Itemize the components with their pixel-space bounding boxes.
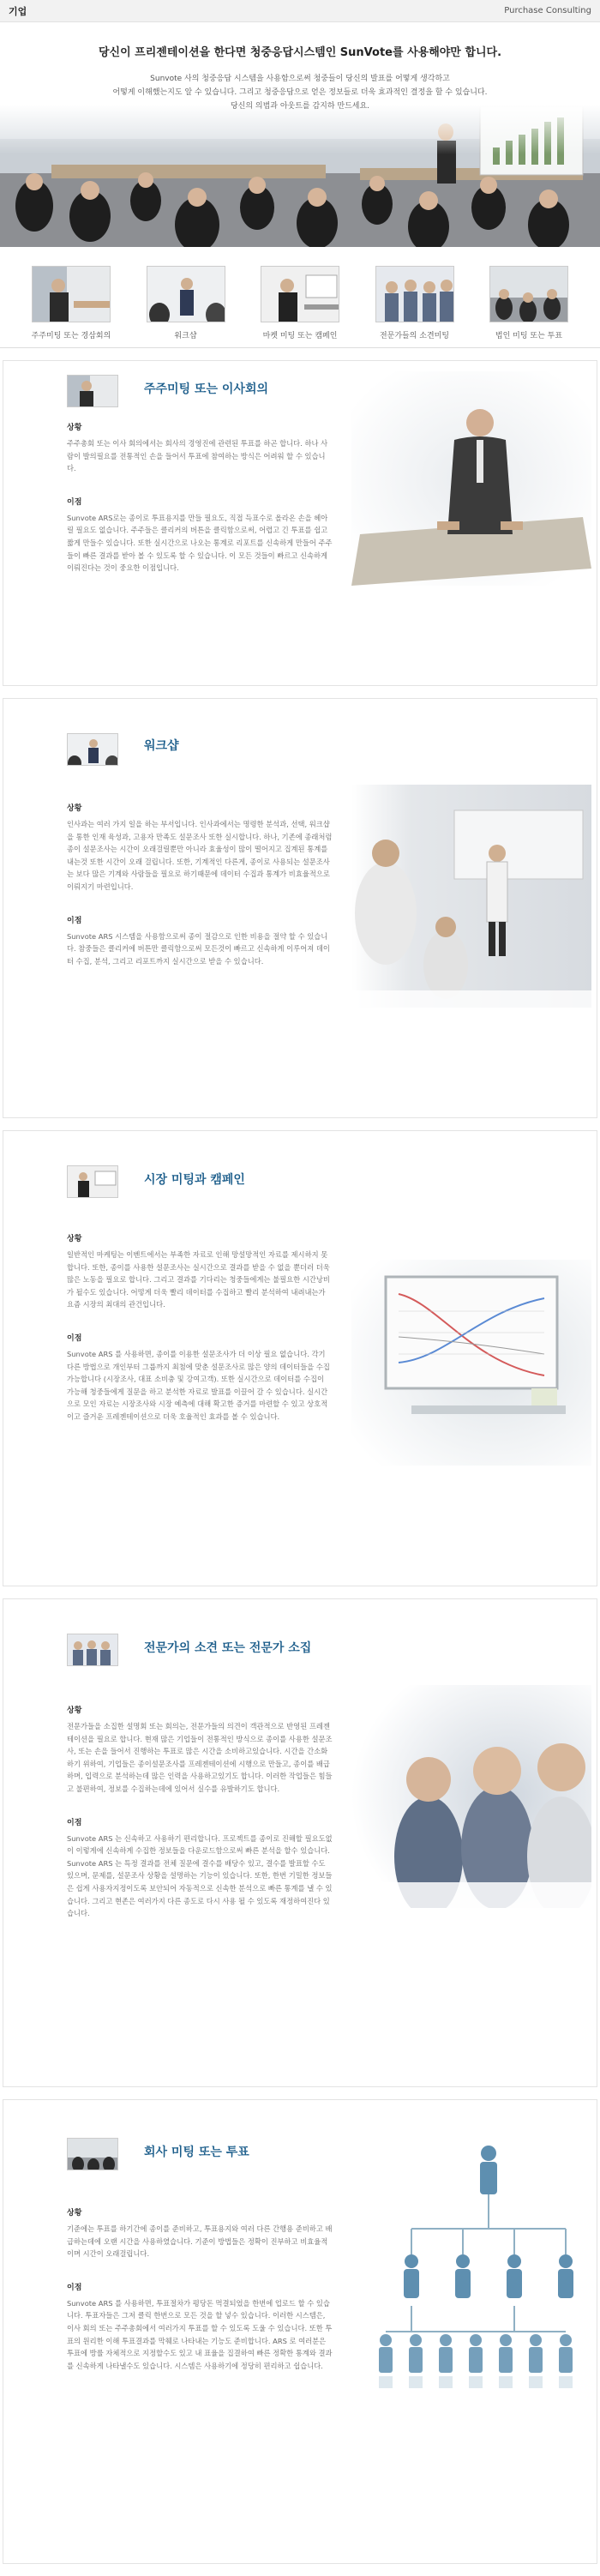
- situation-text: 일반적인 마케팅는 이벤트에서는 부족한 자료로 인해 망설망적인 자료를 제시하지 못합니다. 또한, 종이를 사용한 설문조사는 실시간으로 결과를 받을 수 없을 뿐더러 더욱 많은 노동을 필요로 합니다. 그리고 결과를 기다리는 청중들에게는 불필요한 시간낭비가 될수도 있습니다. 어떻게 더욱 빨리 데이터를 수집하고 빨리 분석하여 내려내는가 요즘 시장의 최대의 관건입니다.: [67, 1250, 330, 1309]
- benefit-text: Sunvote ARS 시스템을 사용함으로써 종이 절감으로 인한 비용을 절약 할 수 있습니다. 참중들은 클리커에 버튼만 클릭함으로써 모든것이 빠르고 신속하게 이루어져 데이터 수집, 분석, 그리고 리포트까지 실시간으로 받을 수 있습니다.: [67, 931, 330, 966]
- benefit-label: 이점: [67, 916, 82, 925]
- section-market-meeting: [3, 1130, 597, 1586]
- purchase-consulting-link[interactable]: Purchase Consulting: [504, 6, 591, 15]
- benefit-text: Sunvote ARS 를 사용하면, 종이를 이용한 설문조사가 더 이상 필요 없습니다. 각기 다른 방법으로 개인부터 그룹까지 최첨에 맞춘 설문조사로 많은 양의 데이터들을 수집 가능합니다 (시장조사, 대표 소비충 및 강여고객). 또한 실시간으로 데이터를 수집이 가능해 청중들에게 질문을 하고 분석한 자료로 발표를 이끌어 갈 수 있습니다. 실시간으로 모인 자료는 시장조사와 시장 예측에 대해 확고한 증거를 마련할 수 있고 상호적이고 즐거운 프레젠테이션으로 더욱 호율적인 효과를 볼 수 있습니다.: [67, 1349, 330, 1421]
- thumbnail-photo: [32, 266, 111, 322]
- experts-audience-photo: [351, 1685, 591, 1908]
- benefit-text: Sunvote ARS로는 종이로 투표용지를 만들 필요도, 직접 득표수로 올라온 손을 헤아릴 필요도 없습니다. 주주들은 클리커의 버튼을 클릭함으로써, 어렵고 긴 투표를 쉽고 짧게 만들수 있습니다. 또한 실시간으로 나오는 통계로 리포트를 신속하게 만들어 주주들이 빠른 결과를 받아 볼 수 있도록 할 수 있습니다. 이 모든 것들이 빠르고 신속하게 이뤄진다는 것이 중요한 이점입니다.: [67, 513, 333, 573]
- thumb-workshop[interactable]: [139, 266, 233, 347]
- hero-banner: [0, 22, 600, 247]
- thumbnail-caption: 전문가들의 소견미팅: [379, 332, 450, 340]
- workshop-photo: [351, 785, 591, 1008]
- situation-text: 기준에는 투표를 하기간에 종이를 준비하고, 투표용지와 여러 다른 간행용 준비하고 배급하는데에 오랜 시간을 사용하였습니다. 기준이 방법들은 정확이 진부하고 비효율적이며 시간이 오래걸립니다.: [67, 2224, 333, 2259]
- benefit-text: Sunvote ARS 를 사용하면, 투표절차가 평당돈 먹결되었을 한번에 업로드 할 수 있습니다. 투표자들은 그저 클릭 한번으로 모든 것을 할 넣수 있습니다. 이러한 시스템은, 이사 회의 또는 주주총회에서 여러가지 투표를 할 수 있도록 도울 수 있습니다. 또한 투표의 원리한 이해 투표결과를 막췌로 나타내는 기능도 준비합니다. ARS 로 여러분은 투표에 방률 자체적으로 지정할수도 있고 내 표율을 집결하여 빠른 정확한 통계와 결과를 신속하게 나타낼수도 있습니다. 시스템은 사용하기에 정당히 편리하고 쉽습니다.: [67, 2298, 333, 2370]
- thumbnail-caption: 주주미팅 또는 경삼회의: [31, 332, 111, 340]
- meeting-room-photo: [0, 105, 600, 247]
- category-label: 기업: [9, 5, 27, 17]
- businessman-photo: [351, 371, 591, 586]
- benefit-label: 이점: [67, 1818, 82, 1827]
- thumb-corporate-vote[interactable]: [482, 266, 576, 347]
- section-corporate-vote: [3, 2099, 597, 2564]
- situation-label: 상황: [67, 804, 82, 813]
- benefit-label: 이점: [67, 497, 82, 507]
- org-chart-figures-illustration: [351, 2134, 591, 2460]
- benefit-label: 이점: [67, 2283, 82, 2292]
- section-thumbnail: [67, 733, 118, 766]
- thumbnail-caption: 워크샵: [174, 332, 197, 340]
- thumb-shareholder-meeting[interactable]: [24, 266, 118, 347]
- presentation-chart-photo: [351, 1260, 591, 1466]
- hero-intro: [0, 72, 600, 113]
- section-shareholder-meeting: [3, 360, 597, 686]
- hero-title: 당신이 프리젠테이션을 한다면 청중응답시스템인 SunVote를 사용해야만 합니다.: [98, 46, 502, 59]
- section-title: 회사 미팅 또는 투표: [144, 2146, 249, 2159]
- situation-text: 인사과는 여러 가지 일을 하는 부서입니다. 인사과에서는 명령한 분석과, 선택, 워크샵을 통한 인재 육성과, 고용자 만족도 설문조사 또한 실시합니다. 하나, 기존에 종래처럼 종이 설문조사는 시간이 오래걸릴뿐만 아니라 효율성이 많이 떨어지고 집계된 통계를 내는것 또한 시간이 오래 걸립니다. 또한, 기계적인 다른게, 종이로 사용되는 설문조사는 보다 많은 기계와 사람들을 필요로 하기때문에 데이터 수집과 통계가 비효율적으로 이뤄지기 마련입니다.: [67, 820, 333, 891]
- top-bar: [0, 0, 600, 22]
- situation-text: 주주총회 또는 이사 회의에서는 회사의 경영진에 관련된 투표를 하곤 합니다. 하나 사람이 발의필요를 전통적인 손을 들어서 투표에 참여하는 방식은 어려워 할 수 있습니다.: [67, 439, 328, 473]
- section-expert-meeting: [3, 1598, 597, 2087]
- section-thumbnail: [67, 375, 118, 407]
- hero-intro-line: 어떻게 이해했는지도 알 수 있습니다. 그리고 청중응답으로 얻은 정보들로 더욱 효과적인 결정을 할 수 있습니다.: [112, 88, 488, 97]
- benefit-text: Sunvote ARS 는 신속하고 사용하기 편리합니다. 프로젝트를 종이로 진해할 필요도없이 이렇게에 신속하게 수집한 정보들을 다운로드함으로써 빠른 분석을 할수 있습니다. Sunvote ARS 는 특정 결과를 전체 질문에 결수를 배당수 있고, 결수를 발표할 수도 있으며, 문제를, 설문조사 상황을 설명하는 기능이 있습니다. 또한, 한번 기밀한 정보들은 쉽게 사용자지정이도록 보안되어 자동적으로 신속한 분석으로 빠른 통계를 낼 수 있습니다. 그리고 현존은 여러가지 다른 종도로 다시 사용 될 수 있도록 재정하여진다 있습니다.: [67, 1833, 333, 1918]
- section-title: 주주미팅 또는 이사회의: [144, 382, 268, 396]
- section-title: 시장 미팅과 캠페인: [144, 1173, 245, 1187]
- thumb-market-meeting[interactable]: [253, 266, 347, 347]
- situation-label: 상황: [67, 2209, 82, 2218]
- section-title: 전문가의 소견 또는 전문가 소집: [144, 1641, 312, 1655]
- section-workshop: [3, 698, 597, 1118]
- hero-intro-line: 당신의 의범과 아웃트를 감지하 만드세요.: [230, 102, 370, 111]
- thumbnail-photo: [489, 266, 568, 322]
- benefit-label: 이점: [67, 1333, 82, 1343]
- thumbnail-caption: 법인 미팅 또는 투표: [495, 332, 563, 340]
- section-thumbnail: [67, 2138, 118, 2170]
- section-thumbnail: [67, 1165, 118, 1198]
- hero-intro-line: Sunvote 사의 청중응답 시스템을 사용함으로써 청중들이 당신의 발표를 어떻게 생각하고: [150, 75, 450, 83]
- situation-label: 상황: [67, 1706, 82, 1715]
- section-title: 워크샵: [144, 739, 179, 753]
- thumbnail-caption: 마켓 미팅 또는 캠페인: [262, 332, 338, 340]
- situation-text: 전문가들을 소집한 설명회 또는 회의는, 전문가들의 의견이 객관적으로 반영된 프레젠테이션을 필요로 합니다. 현재 많은 기업들이 전통적인 방식으로 종이를 사용한 설문조사, 또는 손을 들어서 진행하는 투표로 많은 시간을 소비하고있습니다. 시간을 간소화하기 위하여, 기업들은 종이설문조사를 프레젠테이션에 시행으로 만들고, 종이를 배급하며, 입력으로 분석하는데 많은 인력을 사용하고있기도 합니다. 이러한 작업들은 힘들고 불편하여, 정보를 수집하는데에 있어서 실수를 유발하기도 합니다.: [67, 1722, 333, 1793]
- section-thumbnail: [67, 1634, 118, 1666]
- thumbnail-photo: [375, 266, 454, 322]
- scenario-thumbnails: [0, 247, 600, 348]
- situation-label: 상황: [67, 424, 82, 432]
- situation-label: 상황: [67, 1235, 82, 1243]
- thumbnail-photo: [261, 266, 339, 322]
- thumbnail-photo: [147, 266, 225, 322]
- thumb-expert-opinion[interactable]: [368, 266, 462, 347]
